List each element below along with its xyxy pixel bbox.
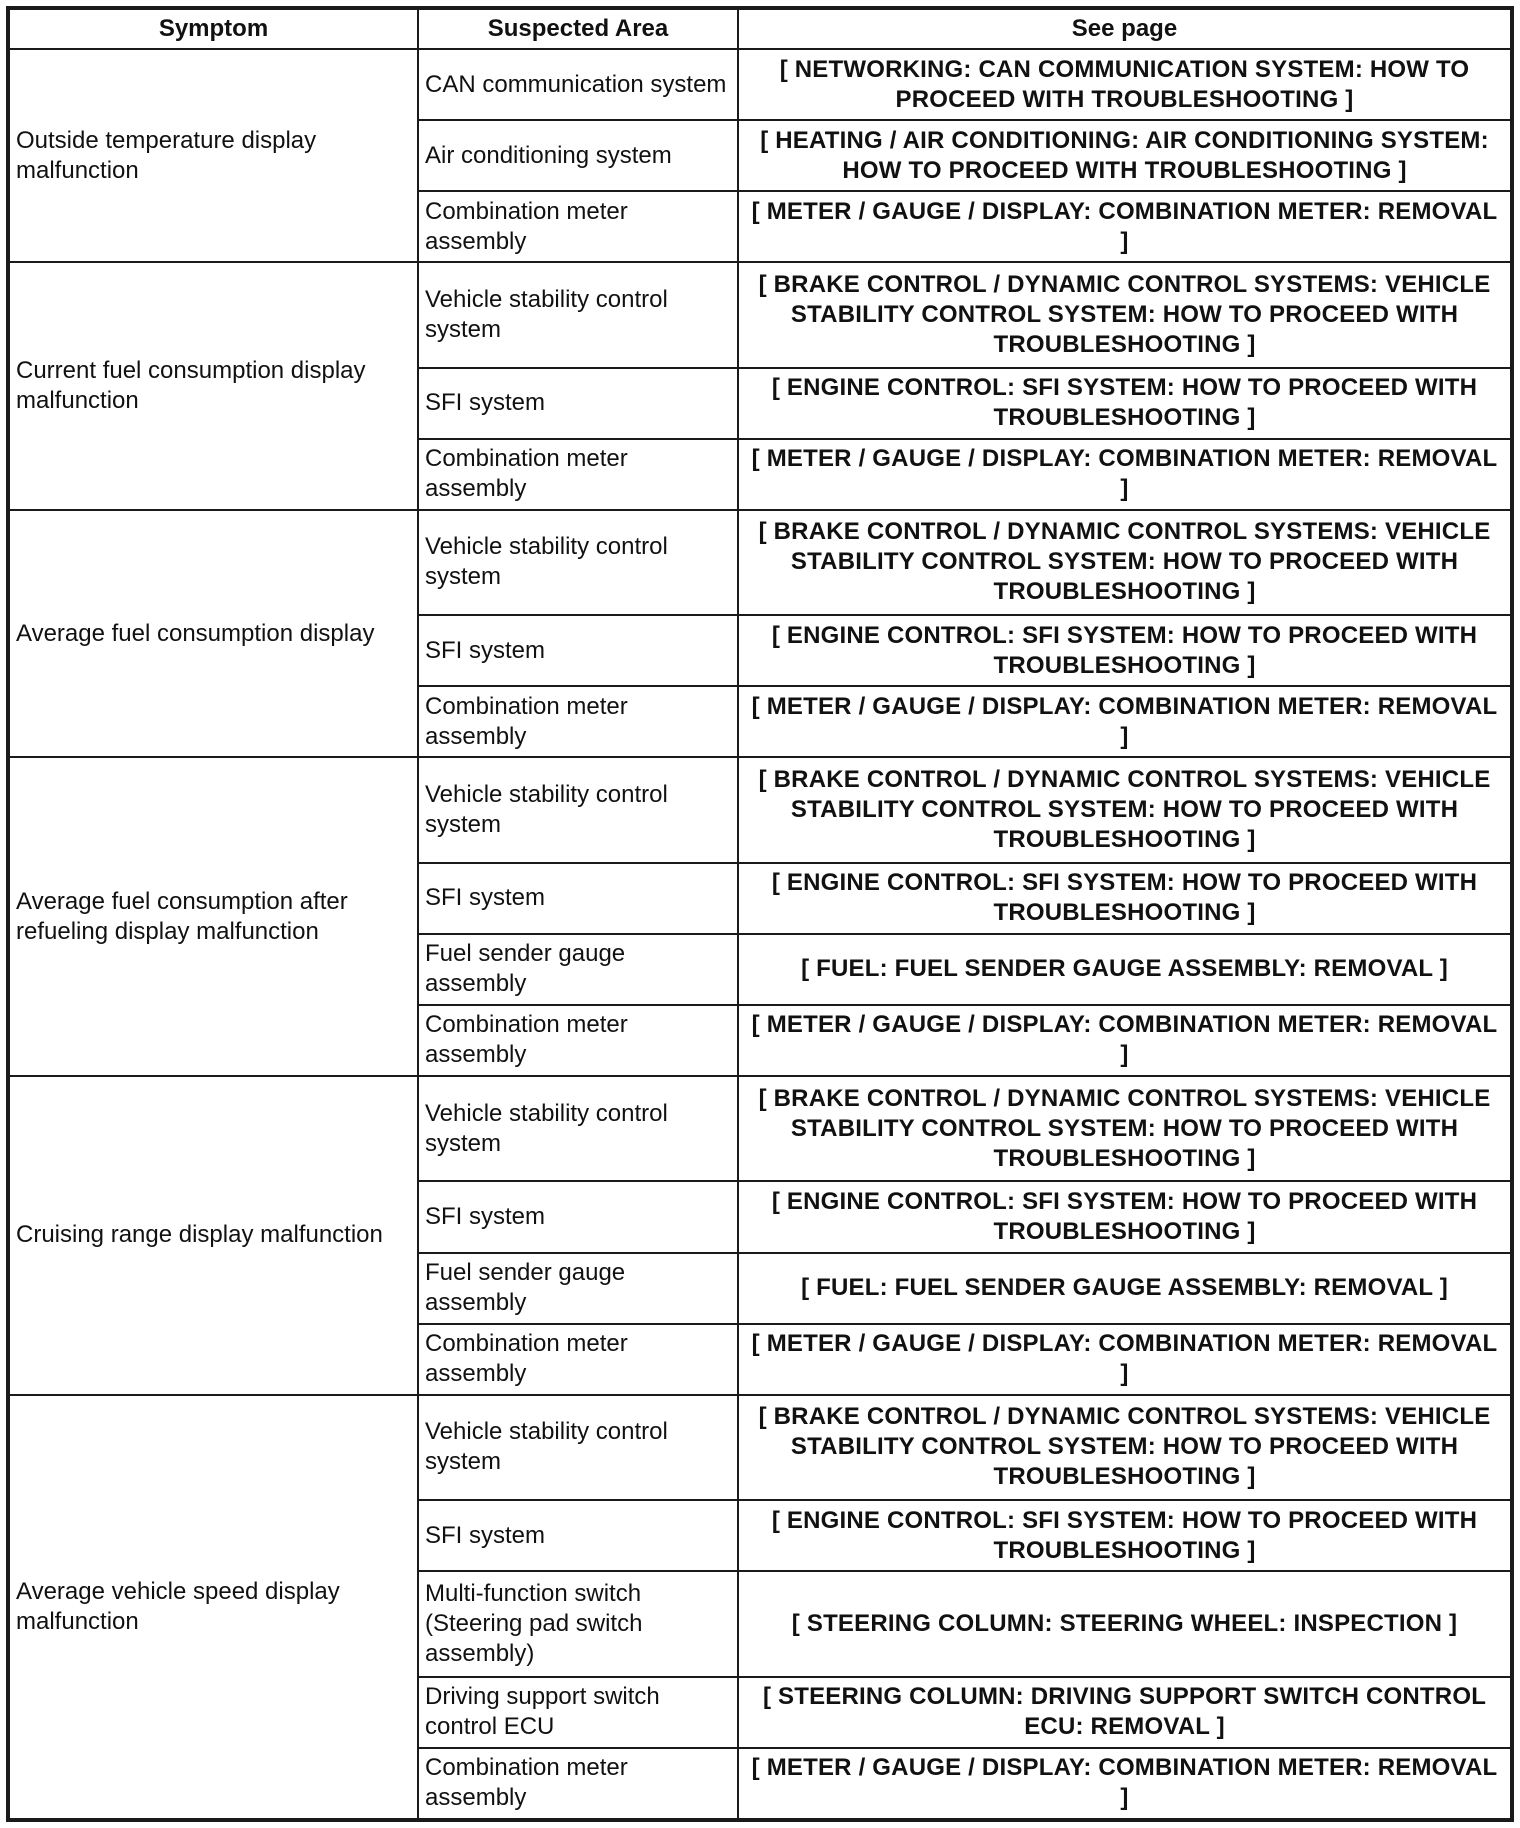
table-row — [8, 510, 1512, 615]
suspected-area-cell: SFI system — [418, 1181, 738, 1252]
suspected-area-cell: Vehicle stability control system — [418, 1076, 738, 1181]
suspected-area-cell: Multi-function switch (Steering pad switch assembly) — [418, 1571, 738, 1676]
suspected-area-cell: Vehicle stability control system — [418, 262, 738, 367]
see-page-link[interactable]: [ ENGINE CONTROL: SFI SYSTEM: HOW TO PROCEED WITH TROUBLESHOOTING ] — [738, 1181, 1512, 1252]
see-page-link[interactable]: [ BRAKE CONTROL / DYNAMIC CONTROL SYSTEMS: VEHICLE STABILITY CONTROL SYSTEM: HOW TO PROCEED WITH TROUBLESHOOTING ] — [738, 1395, 1512, 1500]
table-row — [8, 49, 1512, 120]
suspected-area-cell: Combination meter assembly — [418, 1748, 738, 1820]
symptom-cell: Average fuel consumption display — [8, 510, 418, 758]
see-page-link[interactable]: [ METER / GAUGE / DISPLAY: COMBINATION METER: REMOVAL ] — [738, 686, 1512, 757]
see-page-link[interactable]: [ FUEL: FUEL SENDER GAUGE ASSEMBLY: REMOVAL ] — [738, 934, 1512, 1005]
suspected-area-cell: Combination meter assembly — [418, 1324, 738, 1395]
table-row — [8, 1076, 1512, 1181]
symptom-cell: Current fuel consumption display malfunction — [8, 262, 418, 510]
see-page-link[interactable]: [ ENGINE CONTROL: SFI SYSTEM: HOW TO PROCEED WITH TROUBLESHOOTING ] — [738, 615, 1512, 686]
see-page-link[interactable]: [ ENGINE CONTROL: SFI SYSTEM: HOW TO PROCEED WITH TROUBLESHOOTING ] — [738, 863, 1512, 934]
suspected-area-cell: Vehicle stability control system — [418, 510, 738, 615]
see-page-link[interactable]: [ BRAKE CONTROL / DYNAMIC CONTROL SYSTEMS: VEHICLE STABILITY CONTROL SYSTEM: HOW TO PROCEED WITH TROUBLESHOOTING ] — [738, 510, 1512, 615]
see-page-link[interactable]: [ FUEL: FUEL SENDER GAUGE ASSEMBLY: REMOVAL ] — [738, 1253, 1512, 1324]
suspected-area-cell: Vehicle stability control system — [418, 1395, 738, 1500]
table-body — [8, 49, 1512, 1820]
header-suspected-area: Suspected Area — [418, 8, 738, 49]
suspected-area-cell: CAN communication system — [418, 49, 738, 120]
suspected-area-cell: Air conditioning system — [418, 120, 738, 191]
see-page-link[interactable]: [ NETWORKING: CAN COMMUNICATION SYSTEM: HOW TO PROCEED WITH TROUBLESHOOTING ] — [738, 49, 1512, 120]
see-page-link[interactable]: [ METER / GAUGE / DISPLAY: COMBINATION METER: REMOVAL ] — [738, 1005, 1512, 1076]
header-symptom: Symptom — [8, 8, 418, 49]
suspected-area-cell: SFI system — [418, 368, 738, 439]
suspected-area-cell: Combination meter assembly — [418, 191, 738, 262]
suspected-area-cell: SFI system — [418, 615, 738, 686]
see-page-link[interactable]: [ STEERING COLUMN: DRIVING SUPPORT SWITCH CONTROL ECU: REMOVAL ] — [738, 1677, 1512, 1748]
suspected-area-cell: Vehicle stability control system — [418, 757, 738, 862]
symptom-cell: Cruising range display malfunction — [8, 1076, 418, 1395]
suspected-area-cell: SFI system — [418, 863, 738, 934]
header-see-page: See page — [738, 8, 1512, 49]
see-page-link[interactable]: [ STEERING COLUMN: STEERING WHEEL: INSPECTION ] — [738, 1571, 1512, 1676]
suspected-area-cell: Driving support switch control ECU — [418, 1677, 738, 1748]
see-page-link[interactable]: [ BRAKE CONTROL / DYNAMIC CONTROL SYSTEMS: VEHICLE STABILITY CONTROL SYSTEM: HOW TO PROCEED WITH TROUBLESHOOTING ] — [738, 262, 1512, 367]
suspected-area-cell: SFI system — [418, 1500, 738, 1571]
see-page-link[interactable]: [ METER / GAUGE / DISPLAY: COMBINATION METER: REMOVAL ] — [738, 439, 1512, 510]
suspected-area-cell: Combination meter assembly — [418, 1005, 738, 1076]
see-page-link[interactable]: [ METER / GAUGE / DISPLAY: COMBINATION METER: REMOVAL ] — [738, 1324, 1512, 1395]
troubleshooting-page — [6, 6, 1514, 1822]
table-row — [8, 757, 1512, 862]
see-page-link[interactable]: [ ENGINE CONTROL: SFI SYSTEM: HOW TO PROCEED WITH TROUBLESHOOTING ] — [738, 1500, 1512, 1571]
symptom-cell: Outside temperature display malfunction — [8, 49, 418, 262]
suspected-area-cell: Fuel sender gauge assembly — [418, 1253, 738, 1324]
symptom-table — [6, 6, 1514, 1822]
see-page-link[interactable]: [ METER / GAUGE / DISPLAY: COMBINATION METER: REMOVAL ] — [738, 1748, 1512, 1820]
suspected-area-cell: Combination meter assembly — [418, 686, 738, 757]
table-row — [8, 262, 1512, 367]
see-page-link[interactable]: [ BRAKE CONTROL / DYNAMIC CONTROL SYSTEMS: VEHICLE STABILITY CONTROL SYSTEM: HOW TO PROCEED WITH TROUBLESHOOTING ] — [738, 757, 1512, 862]
suspected-area-cell: Combination meter assembly — [418, 439, 738, 510]
symptom-cell: Average fuel consumption after refueling display malfunction — [8, 757, 418, 1076]
header-row — [8, 8, 1512, 49]
suspected-area-cell: Fuel sender gauge assembly — [418, 934, 738, 1005]
see-page-link[interactable]: [ METER / GAUGE / DISPLAY: COMBINATION METER: REMOVAL ] — [738, 191, 1512, 262]
see-page-link[interactable]: [ HEATING / AIR CONDITIONING: AIR CONDITIONING SYSTEM: HOW TO PROCEED WITH TROUBLESHOOTING ] — [738, 120, 1512, 191]
symptom-cell: Average vehicle speed display malfunction — [8, 1395, 418, 1820]
see-page-link[interactable]: [ ENGINE CONTROL: SFI SYSTEM: HOW TO PROCEED WITH TROUBLESHOOTING ] — [738, 368, 1512, 439]
table-row — [8, 1395, 1512, 1500]
see-page-link[interactable]: [ BRAKE CONTROL / DYNAMIC CONTROL SYSTEMS: VEHICLE STABILITY CONTROL SYSTEM: HOW TO PROCEED WITH TROUBLESHOOTING ] — [738, 1076, 1512, 1181]
